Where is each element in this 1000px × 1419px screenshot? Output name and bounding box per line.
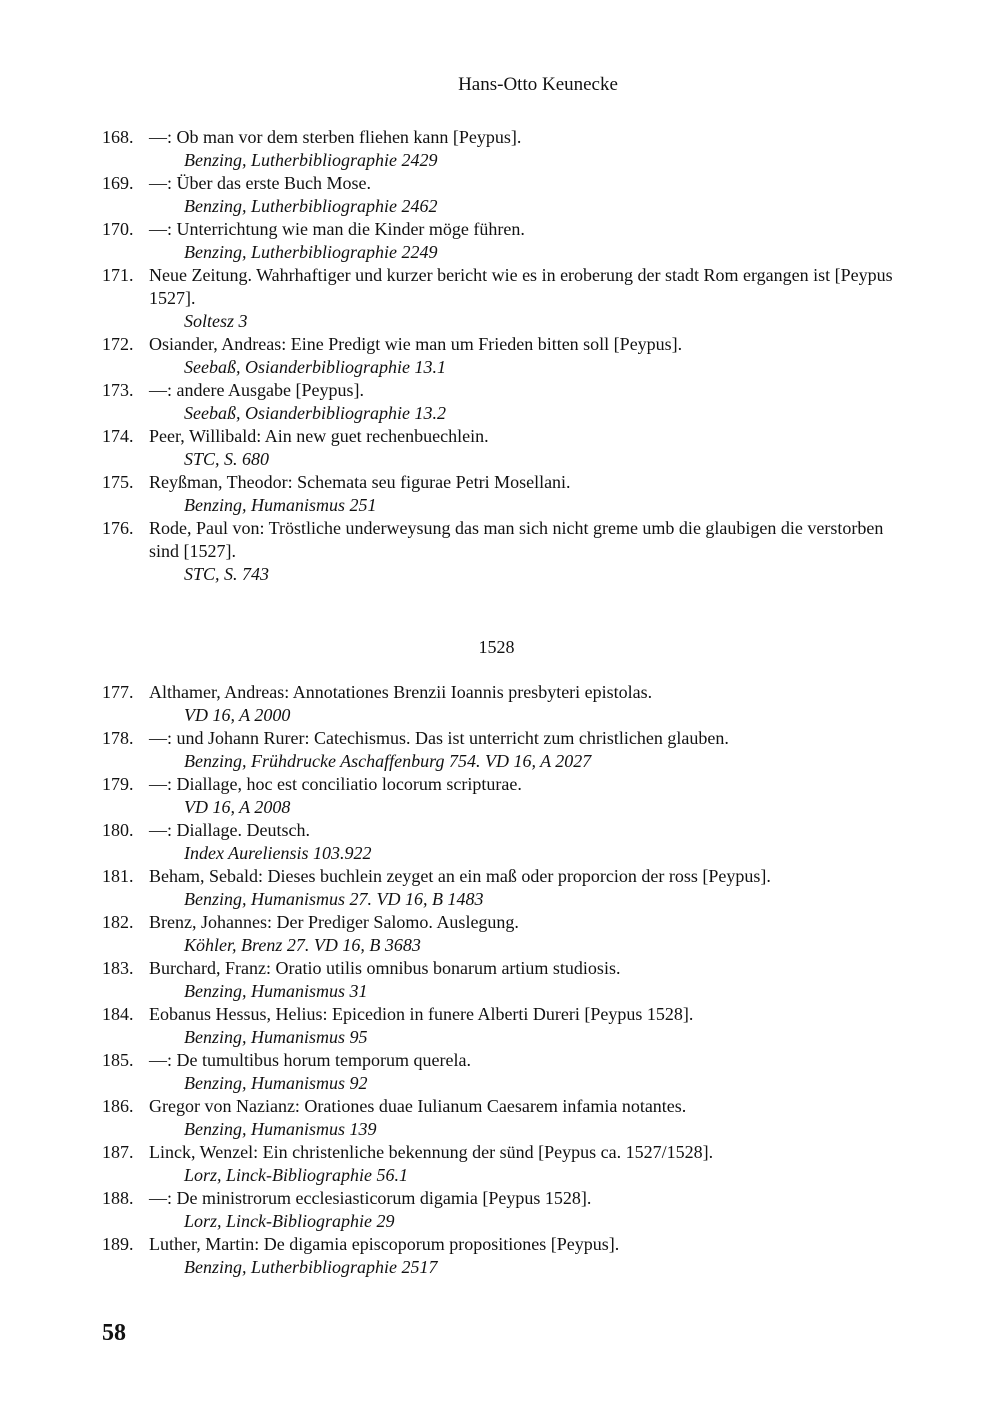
entry-number: 189. <box>102 1234 134 1254</box>
entry-title: —: Diallage. Deutsch. <box>149 820 310 840</box>
entry-reference: Benzing, Humanismus 31 <box>184 981 368 1001</box>
bibliography-entry <box>102 1095 902 1141</box>
bibliography-entry <box>102 425 902 471</box>
entry-title: —: De tumultibus horum temporum querela. <box>149 1050 471 1070</box>
entry-title: Althamer, Andreas: Annotationes Brenzii Ioannis presbyteri epistolas. <box>149 682 653 702</box>
year-heading: 1528 <box>478 637 515 657</box>
page-number: 58 <box>102 1320 126 1346</box>
entry-title: Rode, Paul von: Tröstliche underweysung das man sich nicht greme umb die glaubigen die verstorben sind [1527]. <box>149 518 884 561</box>
bibliography-entry <box>102 1003 902 1049</box>
running-header: Hans-Otto Keunecke <box>458 74 618 95</box>
entry-number: 170. <box>102 219 134 239</box>
entry-title: Burchard, Franz: Oratio utilis omnibus bonarum artium studiosis. <box>149 958 621 978</box>
entry-reference: Benzing, Humanismus 139 <box>184 1119 377 1139</box>
entry-title: —: De ministrorum ecclesiasticorum digamia [Peypus 1528]. <box>149 1188 592 1208</box>
bibliography-entry <box>102 264 902 333</box>
entry-number: 181. <box>102 866 134 886</box>
entry-number: 180. <box>102 820 134 840</box>
entry-number: 187. <box>102 1142 134 1162</box>
entry-title: Linck, Wenzel: Ein christenliche bekennung der sünd [Peypus ca. 1527/1528]. <box>149 1142 714 1162</box>
entry-reference: Seebaß, Osianderbibliographie 13.2 <box>184 403 446 423</box>
bibliography-entry <box>102 126 902 172</box>
entry-reference: Benzing, Lutherbibliographie 2429 <box>184 150 438 170</box>
entry-title: Luther, Martin: De digamia episcoporum propositiones [Peypus]. <box>149 1234 620 1254</box>
entry-reference: Index Aureliensis 103.922 <box>184 843 372 863</box>
entry-number: 188. <box>102 1188 134 1208</box>
entry-reference: Benzing, Lutherbibliographie 2249 <box>184 242 438 262</box>
entry-number: 179. <box>102 774 134 794</box>
bibliography-entry <box>102 681 902 727</box>
entry-number: 184. <box>102 1004 134 1024</box>
entry-reference: Soltesz 3 <box>184 311 248 331</box>
bibliography-entry <box>102 957 902 1003</box>
entry-number: 174. <box>102 426 134 446</box>
bibliography-entry <box>102 819 902 865</box>
entry-title: —: andere Ausgabe [Peypus]. <box>149 380 364 400</box>
entry-reference: STC, S. 743 <box>184 564 270 584</box>
entry-reference: Seebaß, Osianderbibliographie 13.1 <box>184 357 446 377</box>
entry-number: 173. <box>102 380 134 400</box>
entry-reference: Benzing, Frühdrucke Aschaffenburg 754. VD 16, A 2027 <box>184 751 592 771</box>
entry-list-1528 <box>102 681 902 1279</box>
entry-title: —: Diallage, hoc est conciliatio locorum scripturae. <box>149 774 522 794</box>
bibliography-entry <box>102 727 902 773</box>
entry-title: Gregor von Nazianz: Orationes duae Iulianum Caesarem infamia notantes. <box>149 1096 687 1116</box>
entry-title: Brenz, Johannes: Der Prediger Salomo. Auslegung. <box>149 912 519 932</box>
entry-number: 186. <box>102 1096 134 1116</box>
entry-reference: VD 16, A 2008 <box>184 797 291 817</box>
entry-number: 169. <box>102 173 134 193</box>
entry-number: 175. <box>102 472 134 492</box>
entry-reference: Benzing, Humanismus 92 <box>184 1073 368 1093</box>
bibliography-entry <box>102 773 902 819</box>
entry-number: 183. <box>102 958 134 978</box>
bibliography-entry <box>102 911 902 957</box>
entry-title: Reyßman, Theodor: Schemata seu figurae Petri Mosellani. <box>149 472 571 492</box>
bibliography-entry <box>102 333 902 379</box>
entry-number: 178. <box>102 728 134 748</box>
bibliography-entry <box>102 1141 902 1187</box>
entry-number: 172. <box>102 334 134 354</box>
bibliography-entry <box>102 1187 902 1233</box>
entry-reference: Benzing, Humanismus 27. VD 16, B 1483 <box>184 889 484 909</box>
entry-title: —: Über das erste Buch Mose. <box>149 173 371 193</box>
entry-number: 182. <box>102 912 134 932</box>
entry-title: —: Unterrichtung wie man die Kinder möge führen. <box>149 219 525 239</box>
entry-number: 185. <box>102 1050 134 1070</box>
entry-title: Neue Zeitung. Wahrhaftiger und kurzer bericht wie es in eroberung der stadt Rom ergangen ist [Peypus 1527]. <box>149 265 893 308</box>
entry-title: Eobanus Hessus, Helius: Epicedion in funere Alberti Dureri [Peypus 1528]. <box>149 1004 694 1024</box>
bibliography-entry <box>102 1049 902 1095</box>
entry-reference: Köhler, Brenz 27. VD 16, B 3683 <box>184 935 421 955</box>
bibliography-entry <box>102 471 902 517</box>
bibliography-entry <box>102 172 902 218</box>
entry-number: 168. <box>102 127 134 147</box>
bibliography-entry <box>102 517 902 586</box>
entry-reference: STC, S. 680 <box>184 449 270 469</box>
entry-reference: Benzing, Humanismus 251 <box>184 495 377 515</box>
entry-title: Osiander, Andreas: Eine Predigt wie man um Frieden bitten soll [Peypus]. <box>149 334 683 354</box>
entry-number: 176. <box>102 518 134 538</box>
bibliography-entry <box>102 865 902 911</box>
entry-reference: Lorz, Linck-Bibliographie 56.1 <box>184 1165 408 1185</box>
bibliography-entry <box>102 218 902 264</box>
entry-title: Peer, Willibald: Ain new guet rechenbuechlein. <box>149 426 489 446</box>
entry-reference: VD 16, A 2000 <box>184 705 291 725</box>
entry-reference: Lorz, Linck-Bibliographie 29 <box>184 1211 395 1231</box>
bibliography-entry <box>102 1233 902 1279</box>
entry-reference: Benzing, Lutherbibliographie 2517 <box>184 1257 438 1277</box>
entry-list-1527 <box>102 126 902 586</box>
entry-title: —: Ob man vor dem sterben fliehen kann [Peypus]. <box>149 127 522 147</box>
entry-number: 177. <box>102 682 134 702</box>
entry-title: Beham, Sebald: Dieses buchlein zeyget an ein maß oder proporcion der ross [Peypus]. <box>149 866 771 886</box>
entry-reference: Benzing, Lutherbibliographie 2462 <box>184 196 438 216</box>
bibliography-entry <box>102 379 902 425</box>
entry-reference: Benzing, Humanismus 95 <box>184 1027 368 1047</box>
entry-number: 171. <box>102 265 134 285</box>
entry-title: —: und Johann Rurer: Catechismus. Das ist unterricht zum christlichen glauben. <box>149 728 729 748</box>
